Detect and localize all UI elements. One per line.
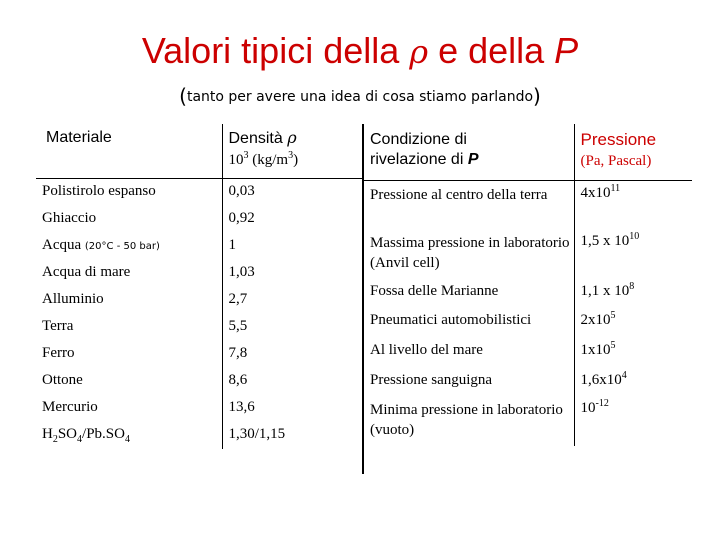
condition-cell: Pressione sanguigna [364,368,574,396]
table-row [36,287,362,314]
pressure-exponent: 4 [621,369,627,381]
density-table [36,124,362,449]
formula-part: SO [57,425,78,442]
subtitle-close-paren: ) [533,84,541,108]
table-row [364,338,692,368]
table-row [364,396,692,446]
density-rho-symbol: ρ [287,128,297,147]
density-cell: 13,6 [228,398,255,415]
condition-cell: Minima pressione in laboratorio (vuoto) [364,396,574,446]
pressure-cell [574,338,692,368]
material-cell: Terra [36,314,222,341]
subtitle-open-paren: ( [179,84,187,108]
pressure-mantissa: 1x10 [580,341,611,358]
slide-subtitle [0,84,720,108]
density-unit-base: 10 [228,152,244,168]
pressure-table-header [364,124,692,181]
material-cell: Ferro [36,341,222,368]
pressure-exponent: 8 [629,280,635,292]
pressure-mantissa: 1,5 x 10 [580,232,630,249]
pressure-mantissa: 4x10 [580,185,611,201]
condition-header-p: P [467,151,479,168]
table-row [36,260,362,287]
table-row [36,395,362,422]
material-cell: Ottone [36,368,222,395]
table-row [364,181,692,229]
table-row [36,233,362,260]
material-cell: Acqua di mare [36,260,222,287]
density-unit-kgm: (kg/m [248,152,289,168]
density-header [222,124,362,179]
table-row [36,206,362,233]
table-row [364,279,692,308]
density-unit-close: ) [293,152,299,168]
density-cell: 0,92 [228,209,255,226]
density-cell: 1 [228,236,236,253]
formula-part: /Pb.SO [82,425,125,442]
pressure-exponent: 5 [610,339,616,351]
density-cell: 1,30/1,15 [228,425,286,442]
pressure-cell [574,181,692,229]
condition-header-line1: Condizione di [370,131,467,148]
material-header [36,124,222,179]
rho-symbol: ρ [409,33,429,71]
material-header-label: Materiale [46,129,112,146]
title-middle: e della [428,30,555,71]
material-cell [36,422,222,449]
pressure-mantissa: 10 [580,399,596,416]
material-name: Acqua [42,236,82,253]
condition-cell: Fossa delle Marianne [364,279,574,308]
condition-cell: Pressione al centro della terra [364,181,574,229]
pressure-exponent: 5 [610,309,616,321]
density-unit-exp: 3 [243,150,249,161]
density-table-header [36,124,362,179]
density-unit [229,149,363,171]
condition-header [364,124,574,181]
condition-header-line2 [370,150,574,170]
pressure-cell [574,229,692,279]
pressure-unit: (Pa, Pascal) [580,153,652,169]
pressure-header [574,124,692,181]
density-cell: 0,03 [228,183,255,199]
table-row [36,368,362,395]
density-cell: 2,7 [228,290,248,307]
formula-part: H [42,425,53,442]
material-cell: Mercurio [36,395,222,422]
pressure-cell [574,279,692,308]
formula-subscript: 4 [124,433,130,445]
pressure-exponent: 11 [610,183,621,194]
condition-cell: Massima pressione in laboratorio (Anvil cell) [364,229,574,279]
pressure-cell [574,368,692,396]
table-row [36,314,362,341]
title-prefix: Valori tipici della [141,30,410,71]
table-row [364,229,692,279]
density-unit-exp2: 3 [288,150,294,161]
density-header-label: Densità [228,130,288,147]
density-cell: 8,6 [228,371,248,388]
slide-title [0,30,720,72]
pressure-symbol: P [554,30,579,71]
material-cell: Ghiaccio [36,206,222,233]
pressure-exponent: -12 [595,397,609,409]
table-row [36,179,362,206]
pressure-cell [574,396,692,446]
condition-header-text: rivelazione di [370,151,468,168]
pressure-mantissa: 1,6x10 [580,371,622,388]
table-row [36,422,362,449]
material-cell [36,233,222,260]
pressure-mantissa: 1,1 x 10 [580,282,630,299]
condition-cell: Al livello del mare [364,338,574,368]
table-row [364,308,692,338]
condition-cell: Pneumatici automobilistici [364,308,574,338]
table-row [364,368,692,396]
pressure-header-label: Pressione [580,130,657,149]
formula-subscript: 2 [52,433,58,445]
density-cell: 7,8 [228,344,248,361]
pressure-table [364,124,692,446]
material-cell: Polistirolo espanso [36,179,222,206]
material-note: (20°C - 50 bar) [84,240,160,252]
density-cell: 1,03 [228,263,255,280]
pressure-cell [574,308,692,338]
pressure-exponent: 10 [629,230,640,242]
subtitle-text: tanto per avere una idea di cosa stiamo parlando [186,89,534,105]
pressure-mantissa: 2x10 [580,311,611,328]
formula-subscript: 4 [77,433,83,445]
density-cell: 5,5 [228,317,248,334]
material-cell: Alluminio [36,287,222,314]
table-row [36,341,362,368]
